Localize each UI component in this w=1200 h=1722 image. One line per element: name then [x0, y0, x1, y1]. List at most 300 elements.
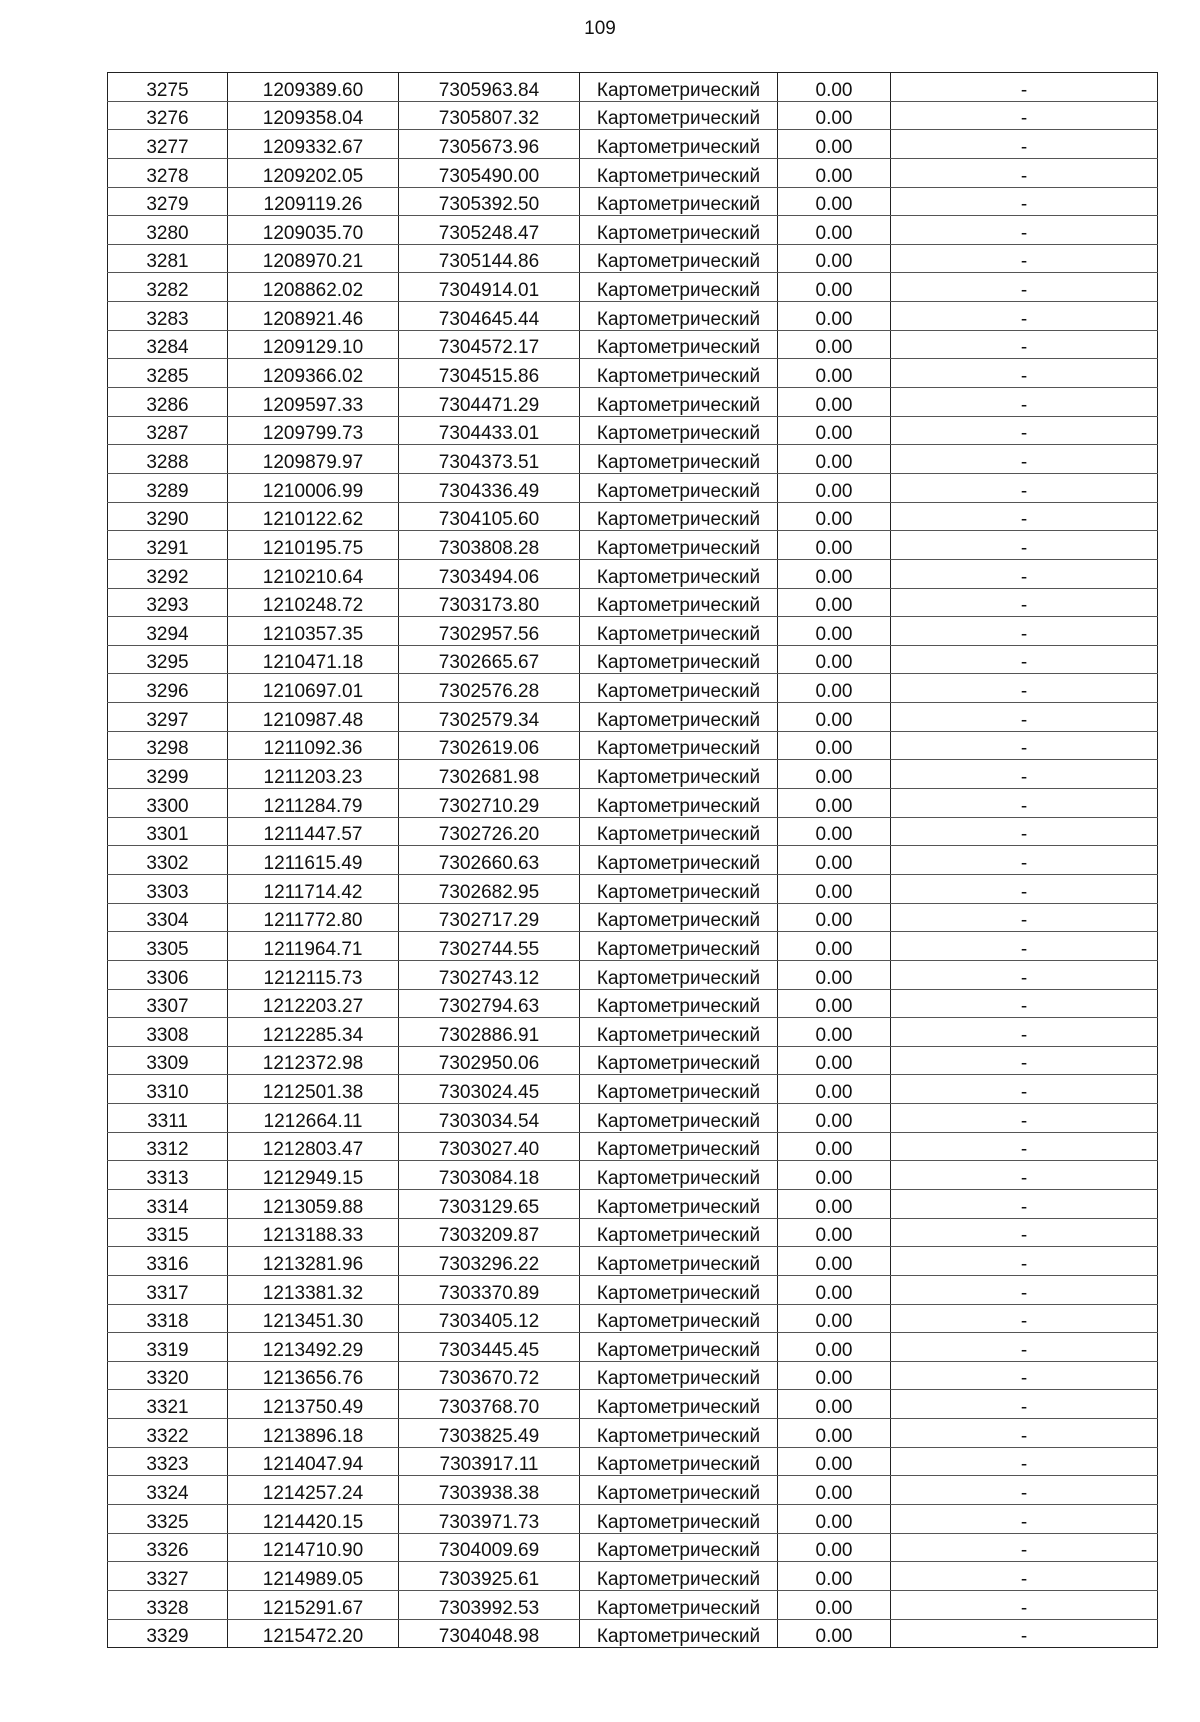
description-cell: - — [891, 244, 1158, 273]
method-cell: Картометрический — [580, 903, 778, 932]
description-cell: - — [891, 932, 1158, 961]
method-cell: Картометрический — [580, 416, 778, 445]
x-coordinate-cell: 1208970.21 — [228, 244, 399, 273]
method-cell: Картометрический — [580, 244, 778, 273]
method-cell: Картометрический — [580, 130, 778, 159]
y-coordinate-cell: 7303173.80 — [399, 588, 580, 617]
method-cell: Картометрический — [580, 1476, 778, 1505]
point-number-cell: 3291 — [108, 531, 228, 560]
y-coordinate-cell: 7302710.29 — [399, 789, 580, 818]
y-coordinate-cell: 7305673.96 — [399, 130, 580, 159]
x-coordinate-cell: 1209202.05 — [228, 158, 399, 187]
accuracy-cell: 0.00 — [778, 531, 891, 560]
method-cell: Картометрический — [580, 617, 778, 646]
method-cell: Картометрический — [580, 158, 778, 187]
point-number-cell: 3277 — [108, 130, 228, 159]
y-coordinate-cell: 7303034.54 — [399, 1104, 580, 1133]
point-number-cell: 3316 — [108, 1247, 228, 1276]
accuracy-cell: 0.00 — [778, 502, 891, 531]
accuracy-cell: 0.00 — [778, 1275, 891, 1304]
table-row — [108, 531, 1158, 560]
x-coordinate-cell: 1213750.49 — [228, 1390, 399, 1419]
point-number-cell: 3276 — [108, 101, 228, 130]
accuracy-cell: 0.00 — [778, 1533, 891, 1562]
y-coordinate-cell: 7302717.29 — [399, 903, 580, 932]
accuracy-cell: 0.00 — [778, 359, 891, 388]
x-coordinate-cell: 1213896.18 — [228, 1419, 399, 1448]
y-coordinate-cell: 7305144.86 — [399, 244, 580, 273]
method-cell: Картометрический — [580, 330, 778, 359]
method-cell: Картометрический — [580, 1161, 778, 1190]
x-coordinate-cell: 1210210.64 — [228, 559, 399, 588]
description-cell: - — [891, 1447, 1158, 1476]
table-row — [108, 559, 1158, 588]
description-cell: - — [891, 302, 1158, 331]
x-coordinate-cell: 1214710.90 — [228, 1533, 399, 1562]
point-number-cell: 3327 — [108, 1562, 228, 1591]
point-number-cell: 3275 — [108, 73, 228, 102]
y-coordinate-cell: 7303296.22 — [399, 1247, 580, 1276]
description-cell: - — [891, 760, 1158, 789]
x-coordinate-cell: 1211203.23 — [228, 760, 399, 789]
method-cell: Картометрический — [580, 731, 778, 760]
point-number-cell: 3326 — [108, 1533, 228, 1562]
table-row — [108, 302, 1158, 331]
table-row — [108, 1590, 1158, 1619]
method-cell: Картометрический — [580, 531, 778, 560]
point-number-cell: 3318 — [108, 1304, 228, 1333]
point-number-cell: 3321 — [108, 1390, 228, 1419]
table-row — [108, 617, 1158, 646]
point-number-cell: 3294 — [108, 617, 228, 646]
table-row — [108, 187, 1158, 216]
description-cell: - — [891, 703, 1158, 732]
description-cell: - — [891, 989, 1158, 1018]
table-row — [108, 1161, 1158, 1190]
method-cell: Картометрический — [580, 1419, 778, 1448]
y-coordinate-cell: 7303445.45 — [399, 1333, 580, 1362]
point-number-cell: 3320 — [108, 1361, 228, 1390]
accuracy-cell: 0.00 — [778, 674, 891, 703]
point-number-cell: 3285 — [108, 359, 228, 388]
y-coordinate-cell: 7302726.20 — [399, 817, 580, 846]
point-number-cell: 3303 — [108, 874, 228, 903]
x-coordinate-cell: 1209366.02 — [228, 359, 399, 388]
x-coordinate-cell: 1212664.11 — [228, 1104, 399, 1133]
y-coordinate-cell: 7303670.72 — [399, 1361, 580, 1390]
method-cell: Картометрический — [580, 1247, 778, 1276]
y-coordinate-cell: 7303024.45 — [399, 1075, 580, 1104]
description-cell: - — [891, 1132, 1158, 1161]
accuracy-cell: 0.00 — [778, 1104, 891, 1133]
accuracy-cell: 0.00 — [778, 789, 891, 818]
x-coordinate-cell: 1210195.75 — [228, 531, 399, 560]
method-cell: Картометрический — [580, 1590, 778, 1619]
x-coordinate-cell: 1212372.98 — [228, 1046, 399, 1075]
y-coordinate-cell: 7304471.29 — [399, 388, 580, 417]
method-cell: Картометрический — [580, 1046, 778, 1075]
table-row — [108, 216, 1158, 245]
description-cell: - — [891, 588, 1158, 617]
table-body — [108, 73, 1158, 1648]
point-number-cell: 3309 — [108, 1046, 228, 1075]
method-cell: Картометрический — [580, 1390, 778, 1419]
method-cell: Картометрический — [580, 101, 778, 130]
accuracy-cell: 0.00 — [778, 244, 891, 273]
table-row — [108, 1104, 1158, 1133]
x-coordinate-cell: 1211772.80 — [228, 903, 399, 932]
point-number-cell: 3283 — [108, 302, 228, 331]
table-row — [108, 703, 1158, 732]
x-coordinate-cell: 1211714.42 — [228, 874, 399, 903]
x-coordinate-cell: 1213381.32 — [228, 1275, 399, 1304]
x-coordinate-cell: 1209879.97 — [228, 445, 399, 474]
description-cell: - — [891, 1189, 1158, 1218]
method-cell: Картометрический — [580, 1562, 778, 1591]
point-number-cell: 3325 — [108, 1505, 228, 1534]
y-coordinate-cell: 7303129.65 — [399, 1189, 580, 1218]
method-cell: Картометрический — [580, 1333, 778, 1362]
point-number-cell: 3322 — [108, 1419, 228, 1448]
y-coordinate-cell: 7305807.32 — [399, 101, 580, 130]
x-coordinate-cell: 1212203.27 — [228, 989, 399, 1018]
y-coordinate-cell: 7304572.17 — [399, 330, 580, 359]
method-cell: Картометрический — [580, 1218, 778, 1247]
y-coordinate-cell: 7304105.60 — [399, 502, 580, 531]
method-cell: Картометрический — [580, 703, 778, 732]
x-coordinate-cell: 1213492.29 — [228, 1333, 399, 1362]
point-number-cell: 3301 — [108, 817, 228, 846]
description-cell: - — [891, 216, 1158, 245]
x-coordinate-cell: 1209332.67 — [228, 130, 399, 159]
table-row — [108, 989, 1158, 1018]
accuracy-cell: 0.00 — [778, 388, 891, 417]
point-number-cell: 3305 — [108, 932, 228, 961]
accuracy-cell: 0.00 — [778, 989, 891, 1018]
description-cell: - — [891, 1533, 1158, 1562]
x-coordinate-cell: 1210357.35 — [228, 617, 399, 646]
y-coordinate-cell: 7305392.50 — [399, 187, 580, 216]
y-coordinate-cell: 7303494.06 — [399, 559, 580, 588]
point-number-cell: 3289 — [108, 473, 228, 502]
point-number-cell: 3313 — [108, 1161, 228, 1190]
method-cell: Картометрический — [580, 445, 778, 474]
accuracy-cell: 0.00 — [778, 588, 891, 617]
description-cell: - — [891, 473, 1158, 502]
method-cell: Картометрический — [580, 645, 778, 674]
y-coordinate-cell: 7302950.06 — [399, 1046, 580, 1075]
point-number-cell: 3299 — [108, 760, 228, 789]
table-row — [108, 588, 1158, 617]
table-row — [108, 1361, 1158, 1390]
accuracy-cell: 0.00 — [778, 302, 891, 331]
accuracy-cell: 0.00 — [778, 187, 891, 216]
method-cell: Картометрический — [580, 273, 778, 302]
point-number-cell: 3323 — [108, 1447, 228, 1476]
method-cell: Картометрический — [580, 388, 778, 417]
table-row — [108, 158, 1158, 187]
x-coordinate-cell: 1209389.60 — [228, 73, 399, 102]
description-cell: - — [891, 445, 1158, 474]
y-coordinate-cell: 7302743.12 — [399, 960, 580, 989]
table-row — [108, 502, 1158, 531]
accuracy-cell: 0.00 — [778, 1304, 891, 1333]
table-row — [108, 1304, 1158, 1333]
description-cell: - — [891, 846, 1158, 875]
x-coordinate-cell: 1212803.47 — [228, 1132, 399, 1161]
method-cell: Картометрический — [580, 1304, 778, 1333]
y-coordinate-cell: 7303027.40 — [399, 1132, 580, 1161]
table-row — [108, 244, 1158, 273]
accuracy-cell: 0.00 — [778, 731, 891, 760]
y-coordinate-cell: 7305963.84 — [399, 73, 580, 102]
accuracy-cell: 0.00 — [778, 1132, 891, 1161]
accuracy-cell: 0.00 — [778, 1247, 891, 1276]
table-row — [108, 1533, 1158, 1562]
table-row — [108, 1247, 1158, 1276]
table-row — [108, 817, 1158, 846]
point-number-cell: 3278 — [108, 158, 228, 187]
method-cell: Картометрический — [580, 1132, 778, 1161]
accuracy-cell: 0.00 — [778, 473, 891, 502]
accuracy-cell: 0.00 — [778, 874, 891, 903]
point-number-cell: 3296 — [108, 674, 228, 703]
table-row — [108, 1562, 1158, 1591]
accuracy-cell: 0.00 — [778, 1562, 891, 1591]
table-row — [108, 1018, 1158, 1047]
y-coordinate-cell: 7303992.53 — [399, 1590, 580, 1619]
x-coordinate-cell: 1210987.48 — [228, 703, 399, 732]
x-coordinate-cell: 1213059.88 — [228, 1189, 399, 1218]
method-cell: Картометрический — [580, 1189, 778, 1218]
accuracy-cell: 0.00 — [778, 760, 891, 789]
y-coordinate-cell: 7304009.69 — [399, 1533, 580, 1562]
method-cell: Картометрический — [580, 1505, 778, 1534]
y-coordinate-cell: 7304373.51 — [399, 445, 580, 474]
accuracy-cell: 0.00 — [778, 1046, 891, 1075]
point-number-cell: 3311 — [108, 1104, 228, 1133]
description-cell: - — [891, 1562, 1158, 1591]
method-cell: Картометрический — [580, 817, 778, 846]
table-row — [108, 1390, 1158, 1419]
x-coordinate-cell: 1214047.94 — [228, 1447, 399, 1476]
method-cell: Картометрический — [580, 760, 778, 789]
y-coordinate-cell: 7304433.01 — [399, 416, 580, 445]
description-cell: - — [891, 674, 1158, 703]
description-cell: - — [891, 1419, 1158, 1448]
x-coordinate-cell: 1209035.70 — [228, 216, 399, 245]
description-cell: - — [891, 960, 1158, 989]
x-coordinate-cell: 1211092.36 — [228, 731, 399, 760]
y-coordinate-cell: 7302957.56 — [399, 617, 580, 646]
accuracy-cell: 0.00 — [778, 1075, 891, 1104]
y-coordinate-cell: 7302660.63 — [399, 846, 580, 875]
accuracy-cell: 0.00 — [778, 1189, 891, 1218]
table-row — [108, 1505, 1158, 1534]
x-coordinate-cell: 1213656.76 — [228, 1361, 399, 1390]
y-coordinate-cell: 7303084.18 — [399, 1161, 580, 1190]
description-cell: - — [891, 645, 1158, 674]
point-number-cell: 3319 — [108, 1333, 228, 1362]
description-cell: - — [891, 874, 1158, 903]
description-cell: - — [891, 559, 1158, 588]
method-cell: Картометрический — [580, 1075, 778, 1104]
accuracy-cell: 0.00 — [778, 1590, 891, 1619]
table-row — [108, 1447, 1158, 1476]
x-coordinate-cell: 1213451.30 — [228, 1304, 399, 1333]
x-coordinate-cell: 1208921.46 — [228, 302, 399, 331]
accuracy-cell: 0.00 — [778, 1419, 891, 1448]
point-number-cell: 3293 — [108, 588, 228, 617]
description-cell: - — [891, 388, 1158, 417]
y-coordinate-cell: 7304336.49 — [399, 473, 580, 502]
x-coordinate-cell: 1209799.73 — [228, 416, 399, 445]
y-coordinate-cell: 7302576.28 — [399, 674, 580, 703]
description-cell: - — [891, 789, 1158, 818]
accuracy-cell: 0.00 — [778, 73, 891, 102]
point-number-cell: 3329 — [108, 1619, 228, 1648]
table-row — [108, 674, 1158, 703]
method-cell: Картометрический — [580, 1533, 778, 1562]
description-cell: - — [891, 1104, 1158, 1133]
y-coordinate-cell: 7305248.47 — [399, 216, 580, 245]
y-coordinate-cell: 7303917.11 — [399, 1447, 580, 1476]
accuracy-cell: 0.00 — [778, 1333, 891, 1362]
y-coordinate-cell: 7304048.98 — [399, 1619, 580, 1648]
table-row — [108, 932, 1158, 961]
accuracy-cell: 0.00 — [778, 645, 891, 674]
method-cell: Картометрический — [580, 846, 778, 875]
method-cell: Картометрический — [580, 559, 778, 588]
x-coordinate-cell: 1209597.33 — [228, 388, 399, 417]
x-coordinate-cell: 1210697.01 — [228, 674, 399, 703]
method-cell: Картометрический — [580, 73, 778, 102]
accuracy-cell: 0.00 — [778, 416, 891, 445]
table-row — [108, 903, 1158, 932]
table-row — [108, 1476, 1158, 1505]
page-number: 109 — [584, 18, 616, 39]
accuracy-cell: 0.00 — [778, 1505, 891, 1534]
point-number-cell: 3310 — [108, 1075, 228, 1104]
table-row — [108, 1419, 1158, 1448]
description-cell: - — [891, 1161, 1158, 1190]
y-coordinate-cell: 7302665.67 — [399, 645, 580, 674]
x-coordinate-cell: 1214989.05 — [228, 1562, 399, 1591]
y-coordinate-cell: 7304914.01 — [399, 273, 580, 302]
description-cell: - — [891, 617, 1158, 646]
method-cell: Картометрический — [580, 1275, 778, 1304]
x-coordinate-cell: 1212115.73 — [228, 960, 399, 989]
x-coordinate-cell: 1213188.33 — [228, 1218, 399, 1247]
table-row — [108, 960, 1158, 989]
accuracy-cell: 0.00 — [778, 216, 891, 245]
description-cell: - — [891, 416, 1158, 445]
point-number-cell: 3284 — [108, 330, 228, 359]
point-number-cell: 3324 — [108, 1476, 228, 1505]
x-coordinate-cell: 1214257.24 — [228, 1476, 399, 1505]
x-coordinate-cell: 1211447.57 — [228, 817, 399, 846]
method-cell: Картометрический — [580, 1018, 778, 1047]
description-cell: - — [891, 101, 1158, 130]
x-coordinate-cell: 1211615.49 — [228, 846, 399, 875]
table-row — [108, 445, 1158, 474]
description-cell: - — [891, 273, 1158, 302]
point-number-cell: 3286 — [108, 388, 228, 417]
table-row — [108, 645, 1158, 674]
table-row — [108, 1046, 1158, 1075]
table-row — [108, 273, 1158, 302]
accuracy-cell: 0.00 — [778, 559, 891, 588]
method-cell: Картометрический — [580, 1104, 778, 1133]
description-cell: - — [891, 531, 1158, 560]
x-coordinate-cell: 1212285.34 — [228, 1018, 399, 1047]
table-row — [108, 874, 1158, 903]
table-row — [108, 473, 1158, 502]
accuracy-cell: 0.00 — [778, 273, 891, 302]
description-cell: - — [891, 1247, 1158, 1276]
description-cell: - — [891, 731, 1158, 760]
point-number-cell: 3314 — [108, 1189, 228, 1218]
x-coordinate-cell: 1211284.79 — [228, 789, 399, 818]
x-coordinate-cell: 1215291.67 — [228, 1590, 399, 1619]
table-row — [108, 1132, 1158, 1161]
point-number-cell: 3302 — [108, 846, 228, 875]
point-number-cell: 3306 — [108, 960, 228, 989]
x-coordinate-cell: 1215472.20 — [228, 1619, 399, 1648]
point-number-cell: 3279 — [108, 187, 228, 216]
y-coordinate-cell: 7304645.44 — [399, 302, 580, 331]
method-cell: Картометрический — [580, 588, 778, 617]
point-number-cell: 3281 — [108, 244, 228, 273]
method-cell: Картометрический — [580, 1447, 778, 1476]
description-cell: - — [891, 502, 1158, 531]
accuracy-cell: 0.00 — [778, 158, 891, 187]
description-cell: - — [891, 1046, 1158, 1075]
y-coordinate-cell: 7303825.49 — [399, 1419, 580, 1448]
table-row — [108, 846, 1158, 875]
accuracy-cell: 0.00 — [778, 817, 891, 846]
coordinates-table — [107, 72, 1158, 1648]
y-coordinate-cell: 7302682.95 — [399, 874, 580, 903]
method-cell: Картометрический — [580, 674, 778, 703]
point-number-cell: 3317 — [108, 1275, 228, 1304]
method-cell: Картометрический — [580, 1361, 778, 1390]
x-coordinate-cell: 1208862.02 — [228, 273, 399, 302]
accuracy-cell: 0.00 — [778, 617, 891, 646]
x-coordinate-cell: 1213281.96 — [228, 1247, 399, 1276]
accuracy-cell: 0.00 — [778, 1161, 891, 1190]
point-number-cell: 3315 — [108, 1218, 228, 1247]
description-cell: - — [891, 1390, 1158, 1419]
accuracy-cell: 0.00 — [778, 1476, 891, 1505]
y-coordinate-cell: 7305490.00 — [399, 158, 580, 187]
table-row — [108, 130, 1158, 159]
accuracy-cell: 0.00 — [778, 445, 891, 474]
table-row — [108, 1333, 1158, 1362]
x-coordinate-cell: 1214420.15 — [228, 1505, 399, 1534]
method-cell: Картометрический — [580, 359, 778, 388]
y-coordinate-cell: 7302794.63 — [399, 989, 580, 1018]
y-coordinate-cell: 7303405.12 — [399, 1304, 580, 1333]
method-cell: Картометрический — [580, 473, 778, 502]
method-cell: Картометрический — [580, 502, 778, 531]
accuracy-cell: 0.00 — [778, 101, 891, 130]
method-cell: Картометрический — [580, 932, 778, 961]
y-coordinate-cell: 7303768.70 — [399, 1390, 580, 1419]
table-row — [108, 1075, 1158, 1104]
y-coordinate-cell: 7302619.06 — [399, 731, 580, 760]
y-coordinate-cell: 7303209.87 — [399, 1218, 580, 1247]
